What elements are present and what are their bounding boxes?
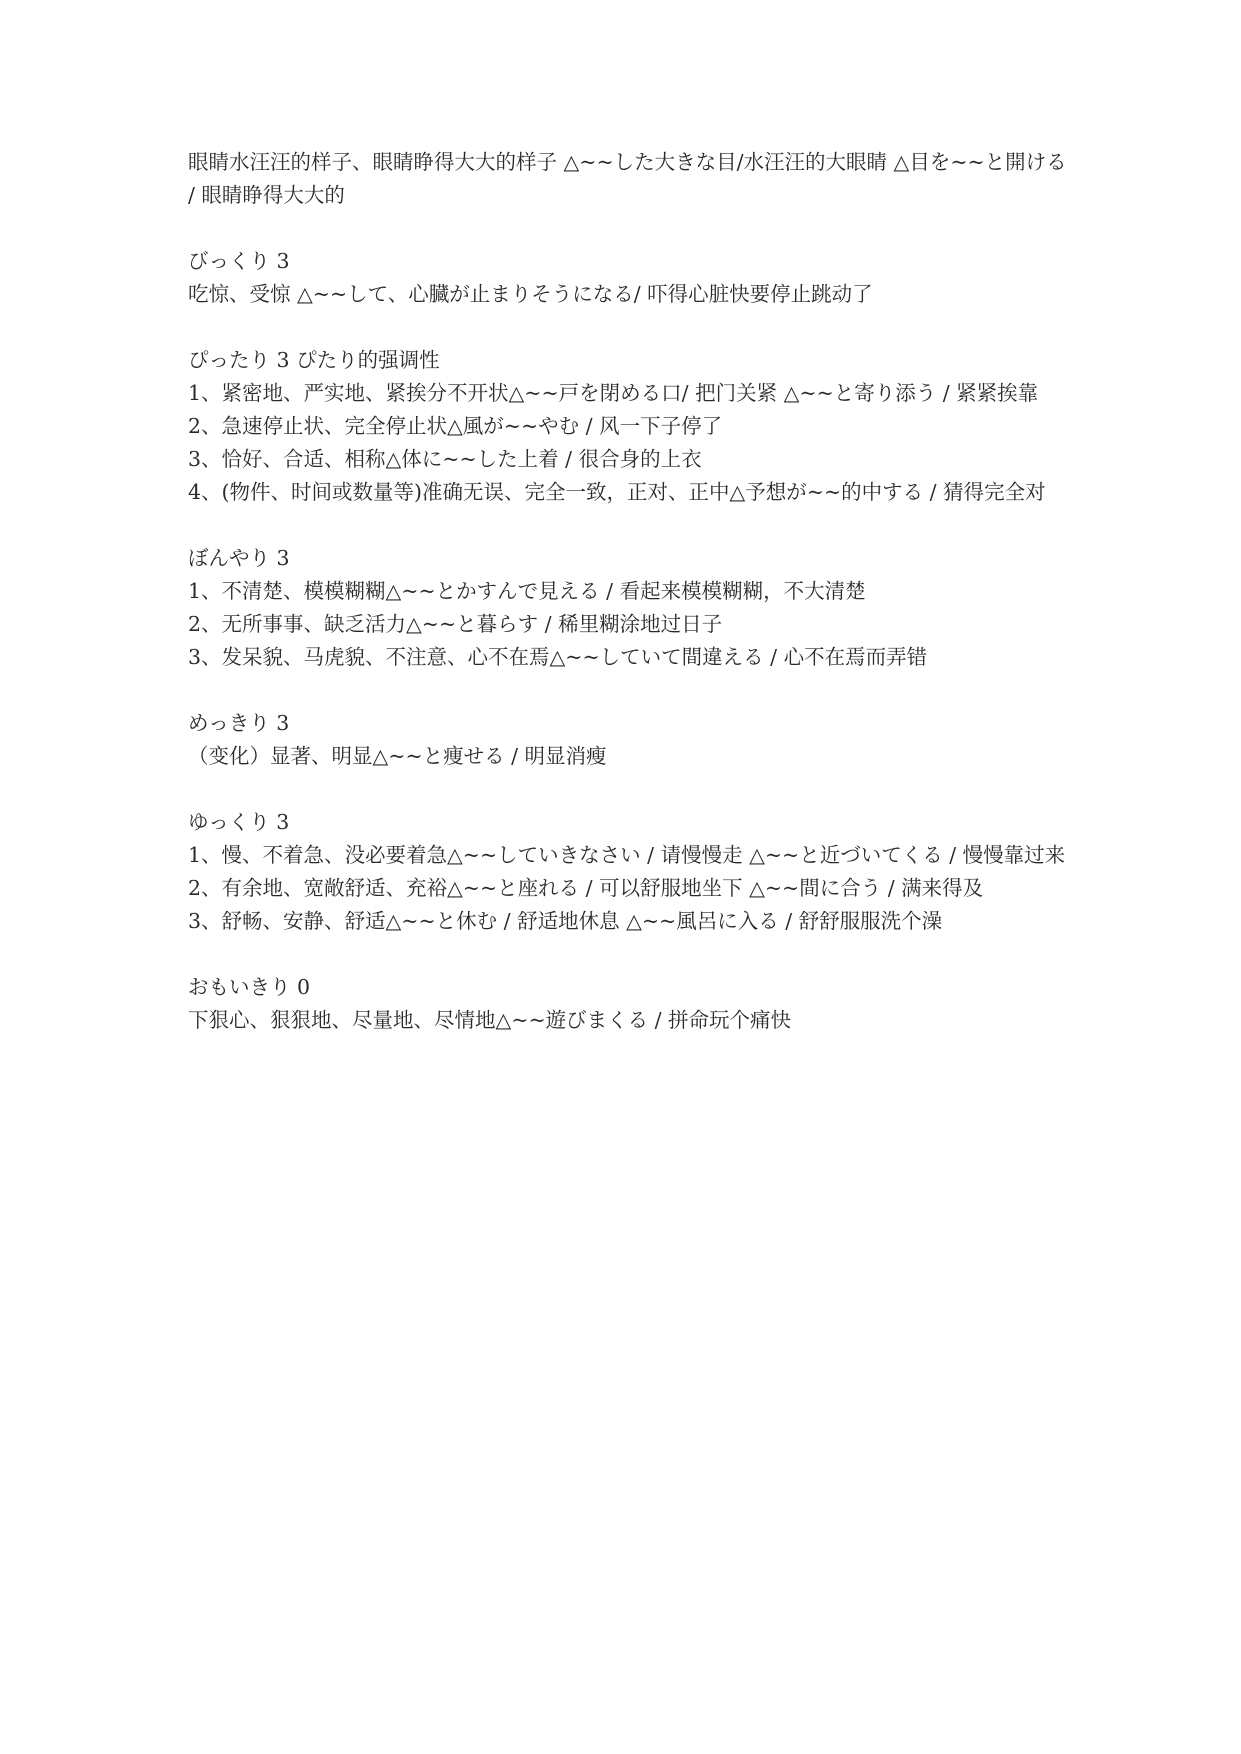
entry-yukkuri: [188, 806, 1068, 938]
document-page: [188, 146, 1068, 1037]
entry-omoikiri: [188, 971, 1068, 1037]
entry-line: 1、慢、不着急、没必要着急△~~していきなさい / 请慢慢走 △~~と近づいてくる / 慢慢靠过来: [188, 843, 1066, 867]
paragraph-gap: [188, 311, 1068, 344]
entry-mekkiri: [188, 707, 1068, 773]
entry-line: 1、不清楚、模模糊糊△~~とかすんで見える / 看起来模模糊糊，不大清楚: [188, 579, 866, 603]
entry-line: 下狠心、狠狠地、尽量地、尽情地△~~遊びまくる / 拼命玩个痛快: [188, 1008, 792, 1032]
entry-heading: めっきり 3: [188, 711, 290, 735]
entry-pittari: [188, 344, 1068, 509]
entry-line: 1、紧密地、严实地、紧挨分不开状△~~戸を閉める口/ 把门关紧 △~~と寄り添う / 紧紧挨靠: [188, 381, 1039, 405]
paragraph-gap: [188, 674, 1068, 707]
entry-line: 2、有余地、宽敞舒适、充裕△~~と座れる / 可以舒服地坐下 △~~間に合う / 满来得及: [188, 876, 984, 900]
entry-line: 2、急速停止状、完全停止状△風が~~やむ / 风一下子停了: [188, 414, 723, 438]
paragraph-gap: [188, 938, 1068, 971]
entry-line: 3、恰好、合适、相称△体に~~した上着 / 很合身的上衣: [188, 447, 702, 471]
entry-heading: ゆっくり 3: [188, 810, 290, 834]
entry-line: 4、(物件、时间或数量等)准确无误、完全一致，正对、正中△予想が~~的中する / 猜得完全对: [188, 480, 1046, 504]
entry-line: 2、无所事事、缺乏活力△~~と暮らす / 稀里糊涂地过日子: [188, 612, 723, 636]
entry-heading: びっくり 3: [188, 249, 290, 273]
entry-bonyari: [188, 542, 1068, 674]
entry-heading: おもいきり 0: [188, 975, 311, 999]
intro-line: 眼睛水汪汪的样子、眼睛睁得大大的样子 △~~した大きな目/水汪汪的大眼睛 △目を~~と開ける / 眼睛睁得大大的: [188, 150, 1067, 207]
entry-heading: ぴったり 3 ぴたり的强调性: [188, 348, 440, 372]
paragraph-gap: [188, 212, 1068, 245]
paragraph-gap: [188, 509, 1068, 542]
entry-bikkuri: [188, 245, 1068, 311]
entry-line: 吃惊、受惊 △~~して、心臓が止まりそうになる/ 吓得心脏快要停止跳动了: [188, 282, 873, 306]
entry-line: （变化）显著、明显△~~と痩せる / 明显消瘦: [188, 744, 607, 768]
entry-line: 3、舒畅、安静、舒适△~~と休む / 舒适地休息 △~~風呂に入る / 舒舒服服洗个澡: [188, 909, 943, 933]
paragraph-gap: [188, 773, 1068, 806]
intro-block: [188, 146, 1068, 212]
entry-line: 3、发呆貌、马虎貌、不注意、心不在焉△~~していて間違える / 心不在焉而弄错: [188, 645, 928, 669]
entry-heading: ぼんやり 3: [188, 546, 290, 570]
